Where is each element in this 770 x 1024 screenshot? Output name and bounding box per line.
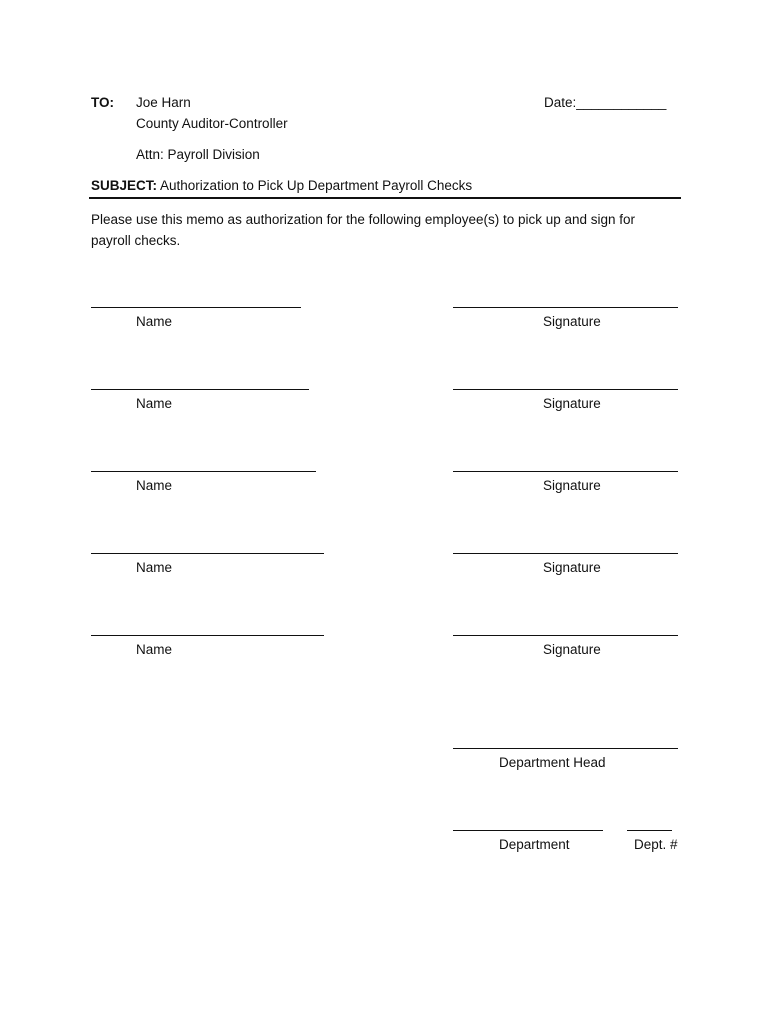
date-field[interactable] <box>544 95 666 110</box>
dept-number-caption: Dept. # <box>634 837 678 852</box>
department-line[interactable] <box>453 830 603 831</box>
name-caption: Name <box>136 642 173 657</box>
name-caption: Name <box>136 560 173 575</box>
department-caption: Department <box>499 837 570 852</box>
to-label: TO: <box>91 95 114 110</box>
name-line[interactable] <box>91 471 316 472</box>
recipient-title: County Auditor-Controller <box>136 116 288 131</box>
signature-caption: Signature <box>543 560 601 575</box>
department-head-line[interactable] <box>453 748 678 749</box>
body-paragraph: Please use this memo as authorization for the following employee(s) to pick up and sign for payroll checks. <box>91 212 636 248</box>
name-line[interactable] <box>91 389 309 390</box>
name-line[interactable] <box>91 307 301 308</box>
signature-line[interactable] <box>453 553 678 554</box>
signature-line[interactable] <box>453 307 678 308</box>
name-caption: Name <box>136 314 173 329</box>
name-caption: Name <box>136 478 173 493</box>
signature-line[interactable] <box>453 635 678 636</box>
subject-divider <box>89 197 681 199</box>
dept-number-line[interactable] <box>627 830 672 831</box>
department-head-caption: Department Head <box>499 755 606 770</box>
signature-caption: Signature <box>543 642 601 657</box>
signature-line[interactable] <box>453 389 678 390</box>
subject-line <box>91 178 472 193</box>
signature-caption: Signature <box>543 396 601 411</box>
signature-caption: Signature <box>543 314 601 329</box>
recipient-name: Joe Harn <box>136 95 191 110</box>
date-blank: ____________ <box>576 95 667 110</box>
name-line[interactable] <box>91 635 324 636</box>
attention-line: Attn: Payroll Division <box>136 147 260 162</box>
signature-caption: Signature <box>543 478 601 493</box>
subject-label: SUBJECT: <box>91 178 158 193</box>
name-caption: Name <box>136 396 173 411</box>
name-line[interactable] <box>91 553 324 554</box>
signature-line[interactable] <box>453 471 678 472</box>
subject-text: Authorization to Pick Up Department Payroll Checks <box>160 178 473 193</box>
date-label: Date: <box>544 95 577 110</box>
